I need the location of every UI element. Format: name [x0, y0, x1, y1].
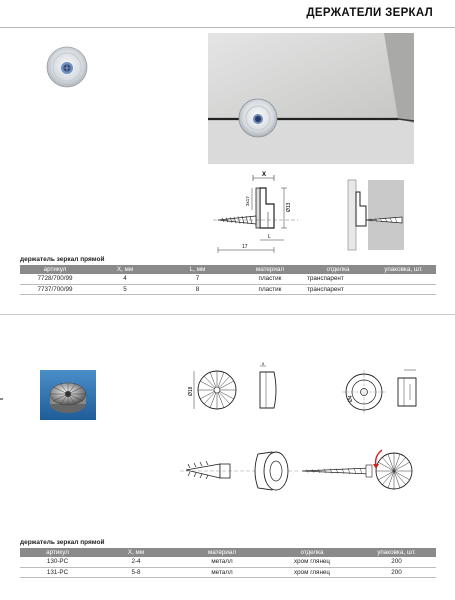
dim-d18-label: Ø18 [188, 386, 194, 396]
cell-x: 5-8 [95, 567, 177, 577]
col-packaging: упаковка, шт. [357, 548, 436, 557]
dim-d13-label: Ø13 [286, 202, 292, 212]
table-row [20, 567, 436, 577]
section1-title: держатель зеркал прямой [20, 256, 105, 263]
cell-packaging [371, 274, 436, 284]
dim-d4-label: Ø4 [348, 395, 354, 402]
col-material: материал [177, 548, 267, 557]
col-x: Х, мм [90, 265, 160, 274]
cell-finish: хром глянец [267, 567, 357, 577]
section2-spec-table [20, 548, 436, 578]
cell-l: 8 [160, 284, 235, 294]
section2-title: держатель зеркал прямой [20, 539, 105, 546]
col-l: L, мм [160, 265, 235, 274]
cell-finish: транспарент [305, 284, 371, 294]
section-divider [0, 314, 455, 315]
col-x: Х, мм [95, 548, 177, 557]
cell-material: пластик [235, 274, 305, 284]
table-row [20, 284, 436, 294]
cell-article: 7737/700/99 [20, 284, 90, 294]
cell-packaging: 200 [357, 567, 436, 577]
holder-section-drawing [208, 170, 408, 260]
col-packaging: упаковка, шт. [371, 265, 436, 274]
col-material: материал [235, 265, 305, 274]
col-article: артикул [20, 265, 90, 274]
cell-packaging: 200 [357, 557, 436, 567]
cell-x: 2-4 [95, 557, 177, 567]
mirror-mounted-photo [208, 33, 414, 164]
assembly-drawing [180, 428, 415, 503]
cell-x: 5 [90, 284, 160, 294]
header-bar [0, 0, 455, 28]
section1-spec-table [20, 265, 436, 295]
cell-article: 130-PC [20, 557, 95, 567]
dim-17-label: 17 [242, 244, 248, 250]
col-finish: отделка [305, 265, 371, 274]
cell-article: 7728/700/99 [20, 274, 90, 284]
page-title: ДЕРЖАТЕЛИ ЗЕРКАЛ [306, 7, 433, 19]
dim-x-label-2: x [262, 361, 265, 366]
col-article: артикул [20, 548, 95, 557]
table-row [20, 274, 436, 284]
cell-article: 131-PC [20, 567, 95, 577]
cell-material: металл [177, 557, 267, 567]
col-finish: отделка [267, 548, 357, 557]
clear-holder-photo [44, 44, 90, 90]
chrome-cap-photo [40, 370, 96, 420]
cell-material: металл [177, 567, 267, 577]
dim-x-label: X [262, 172, 267, 178]
table-row [20, 557, 436, 567]
dim-l-label: L [268, 234, 271, 240]
table-header-row [20, 548, 436, 557]
cell-finish: хром глянец [267, 557, 357, 567]
cell-finish: транспарент [305, 274, 371, 284]
cell-x: 4 [90, 274, 160, 284]
cap-front-side-drawing [190, 360, 290, 420]
edge-mark [0, 398, 3, 400]
cell-packaging [371, 284, 436, 294]
cell-l: 7 [160, 274, 235, 284]
table-header-row [20, 265, 436, 274]
cell-material: пластик [235, 284, 305, 294]
base-front-side-drawing [330, 360, 430, 420]
dim-3x17-label: 3x17 [245, 196, 250, 206]
